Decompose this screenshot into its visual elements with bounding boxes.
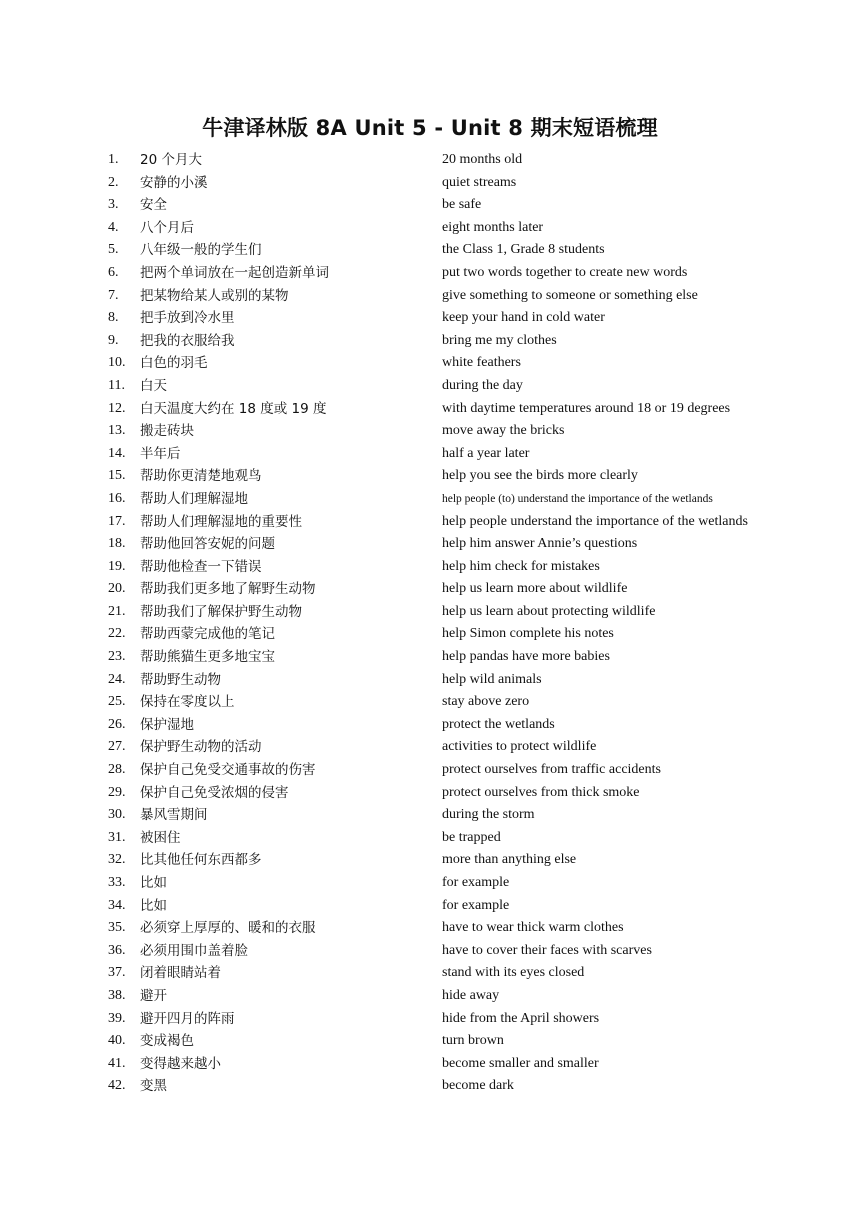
phrase-chinese: 必须穿上厚厚的、暖和的衣服 (140, 920, 316, 937)
phrase-row (0, 556, 860, 579)
phrase-number: 21. (108, 603, 126, 619)
phrase-english: for example (442, 875, 510, 890)
phrase-number: 42. (108, 1078, 126, 1094)
phrase-english: for example (442, 897, 510, 913)
phrase-row (0, 149, 860, 172)
phrase-number: 41. (108, 1055, 126, 1071)
phrase-number: 35. (108, 920, 126, 936)
phrase-number: 7. (108, 287, 119, 303)
phrase-number: 38. (108, 987, 126, 1003)
phrase-english: the Class 1, Grade 8 students (442, 242, 605, 258)
phrase-english: protect ourselves from thick smoke (442, 784, 640, 800)
phrase-number: 29. (108, 784, 126, 800)
phrase-number: 15. (108, 468, 126, 484)
phrase-chinese: 搬走砖块 (140, 423, 194, 440)
phrase-number: 31. (108, 829, 126, 845)
phrase-chinese: 保持在零度以上 (140, 694, 235, 711)
phrase-english: help him check for mistakes (442, 558, 600, 574)
phrase-chinese: 帮助你更清楚地观鸟 (140, 468, 262, 485)
phrase-english: hide away (442, 987, 500, 1003)
phrase-chinese: 把某物给某人或别的某物 (140, 287, 289, 304)
phrase-chinese: 帮助野生动物 (140, 671, 221, 688)
phrase-english: during the day (442, 377, 523, 393)
phrase-number: 22. (108, 626, 126, 642)
phrase-number: 23. (108, 649, 126, 665)
phrase-english: help us learn about protecting wildlife (442, 603, 656, 619)
phrase-number: 26. (108, 716, 126, 732)
phrase-row (0, 1053, 860, 1076)
phrase-chinese: 比如 (140, 897, 167, 914)
phrase-english: help wild animals (442, 671, 542, 687)
phrase-chinese: 变成褐色 (140, 1033, 194, 1050)
phrase-chinese: 帮助人们理解湿地的重要性 (140, 513, 302, 530)
phrase-english: help us learn more about wildlife (442, 581, 628, 597)
phrase-row (0, 578, 860, 601)
phrase-number: 34. (108, 897, 126, 913)
phrase-number: 5. (108, 242, 119, 258)
phrase-chinese: 被困住 (140, 829, 181, 846)
phrase-row (0, 262, 860, 285)
phrase-chinese: 白天 (140, 377, 167, 394)
phrase-row (0, 669, 860, 692)
phrase-chinese: 保护自己免受交通事故的伤害 (140, 762, 316, 779)
phrase-english: have to cover their faces with scarves (442, 942, 652, 958)
phrase-number: 32. (108, 852, 126, 868)
phrase-english: during the storm (442, 807, 535, 823)
phrase-english: become dark (442, 1078, 514, 1094)
phrase-number: 39. (108, 1010, 126, 1026)
phrase-chinese: 20 个月大 (140, 152, 202, 168)
phrase-chinese: 保护湿地 (140, 716, 194, 733)
phrase-row (0, 217, 860, 240)
phrase-chinese: 帮助他回答安妮的问题 (140, 536, 275, 553)
phrase-chinese: 白色的羽毛 (140, 355, 208, 372)
phrase-chinese: 安静的小溪 (140, 174, 208, 191)
phrase-row (0, 375, 860, 398)
phrase-english: help Simon complete his notes (442, 626, 614, 642)
phrase-chinese: 帮助他检查一下错误 (140, 558, 262, 575)
phrase-english: half a year later (442, 445, 530, 461)
phrase-chinese: 帮助西蒙完成他的笔记 (140, 626, 275, 643)
phrase-english: move away the bricks (442, 423, 565, 439)
phrase-number: 40. (108, 1033, 126, 1049)
phrase-row (0, 352, 860, 375)
phrase-number: 10. (108, 355, 126, 371)
phrase-row (0, 917, 860, 940)
phrase-row (0, 827, 860, 850)
phrase-chinese: 比如 (140, 875, 167, 891)
phrase-chinese: 安全 (140, 197, 167, 214)
phrase-chinese: 避开 (140, 987, 167, 1004)
phrase-chinese: 变黑 (140, 1078, 167, 1095)
phrase-row (0, 940, 860, 963)
phrase-row (0, 714, 860, 737)
phrase-chinese: 避开四月的阵雨 (140, 1010, 235, 1027)
phrase-chinese: 帮助我们更多地了解野生动物 (140, 581, 316, 598)
phrase-number: 30. (108, 807, 126, 823)
phrase-english: more than anything else (442, 852, 577, 868)
phrase-chinese: 半年后 (140, 445, 181, 462)
phrase-chinese: 帮助我们了解保护野生动物 (140, 603, 302, 620)
phrase-chinese: 白天温度大约在 18 度或 19 度 (140, 400, 327, 417)
phrase-row (0, 849, 860, 872)
phrase-english: help pandas have more babies (442, 649, 610, 665)
phrase-english: stand with its eyes closed (442, 965, 585, 981)
phrase-list (0, 149, 860, 1098)
phrase-row (0, 872, 860, 895)
phrase-chinese: 八个月后 (140, 219, 194, 236)
phrase-number: 36. (108, 942, 126, 958)
phrase-number: 17. (108, 513, 126, 529)
phrase-number: 1. (108, 152, 119, 167)
phrase-chinese: 保护自己免受浓烟的侵害 (140, 784, 289, 801)
phrase-english: have to wear thick warm clothes (442, 920, 624, 936)
phrase-row (0, 239, 860, 262)
phrase-row (0, 985, 860, 1008)
phrase-row (0, 488, 860, 511)
phrase-chinese: 把手放到冷水里 (140, 310, 235, 327)
phrase-english: protect the wetlands (442, 716, 555, 732)
phrase-row (0, 1008, 860, 1031)
phrase-chinese: 暴风雪期间 (140, 807, 208, 824)
phrase-row (0, 398, 860, 421)
phrase-english: give something to someone or something else (442, 287, 698, 303)
page-title: 牛津译林版 8A Unit 5 - Unit 8 期末短语梳理 (202, 116, 658, 140)
phrase-row (0, 285, 860, 308)
phrase-row (0, 736, 860, 759)
phrase-number: 19. (108, 558, 126, 574)
phrase-row (0, 307, 860, 330)
phrase-number: 28. (108, 762, 126, 778)
phrase-chinese: 把我的衣服给我 (140, 332, 235, 349)
phrase-chinese: 比其他任何东西都多 (140, 852, 262, 869)
phrase-chinese: 保护野生动物的活动 (140, 739, 262, 756)
phrase-english: eight months later (442, 219, 544, 235)
phrase-number: 6. (108, 264, 119, 280)
phrase-row (0, 330, 860, 353)
phrase-number: 11. (108, 377, 125, 393)
phrase-number: 14. (108, 445, 126, 461)
phrase-row (0, 420, 860, 443)
phrase-row (0, 691, 860, 714)
phrase-chinese: 变得越来越小 (140, 1055, 221, 1072)
phrase-english: be safe (442, 197, 482, 213)
phrase-english: protect ourselves from traffic accidents (442, 762, 661, 778)
phrase-number: 25. (108, 694, 126, 710)
phrase-number: 9. (108, 332, 119, 348)
phrase-english: put two words together to create new words (442, 264, 688, 280)
phrase-number: 27. (108, 739, 126, 755)
phrase-number: 4. (108, 219, 119, 235)
phrase-number: 3. (108, 197, 119, 213)
phrase-row (0, 895, 860, 918)
phrase-number: 8. (108, 310, 119, 326)
phrase-english: hide from the April showers (442, 1010, 600, 1026)
phrase-row (0, 804, 860, 827)
phrase-number: 18. (108, 536, 126, 552)
phrase-row (0, 533, 860, 556)
phrase-row (0, 1030, 860, 1053)
phrase-chinese: 把两个单词放在一起创造新单词 (140, 264, 329, 281)
phrase-row (0, 511, 860, 534)
phrase-english: quiet streams (442, 174, 517, 190)
phrase-row (0, 443, 860, 466)
phrase-english: 20 months old (442, 152, 523, 167)
phrase-row (0, 172, 860, 195)
phrase-row (0, 646, 860, 669)
phrase-english: help people (to) understand the importance of the wetlands (442, 492, 713, 505)
phrase-row (0, 601, 860, 624)
phrase-number: 2. (108, 174, 119, 190)
phrase-english: white feathers (442, 355, 521, 371)
phrase-row (0, 782, 860, 805)
phrase-english: help you see the birds more clearly (442, 468, 638, 484)
phrase-english: help him answer Annie’s questions (442, 536, 638, 552)
phrase-row (0, 465, 860, 488)
phrase-chinese: 闭着眼睛站着 (140, 965, 221, 982)
phrase-number: 24. (108, 671, 126, 687)
phrase-english: activities to protect wildlife (442, 739, 597, 755)
phrase-chinese: 必须用围巾盖着脸 (140, 942, 248, 959)
phrase-english: stay above zero (442, 694, 530, 710)
phrase-number: 13. (108, 423, 126, 439)
phrase-english: be trapped (442, 829, 501, 845)
phrase-row (0, 623, 860, 646)
phrase-number: 20. (108, 581, 126, 597)
phrase-chinese: 八年级一般的学生们 (140, 242, 262, 259)
phrase-chinese: 帮助熊猫生更多地宝宝 (140, 649, 275, 666)
phrase-english: turn brown (442, 1033, 504, 1049)
phrase-row (0, 194, 860, 217)
phrase-english: bring me my clothes (442, 332, 557, 348)
phrase-number: 37. (108, 965, 126, 981)
phrase-english: with daytime temperatures around 18 or 19 degrees (442, 400, 731, 416)
phrase-english: keep your hand in cold water (442, 310, 605, 326)
phrase-row (0, 1075, 860, 1098)
phrase-row (0, 962, 860, 985)
phrase-row (0, 759, 860, 782)
phrase-english: become smaller and smaller (442, 1055, 599, 1071)
phrase-number: 12. (108, 400, 126, 416)
phrase-number: 33. (108, 875, 126, 890)
phrase-chinese: 帮助人们理解湿地 (140, 490, 248, 507)
phrase-english: help people understand the importance of the wetlands (442, 513, 748, 529)
phrase-number: 16. (108, 490, 126, 506)
